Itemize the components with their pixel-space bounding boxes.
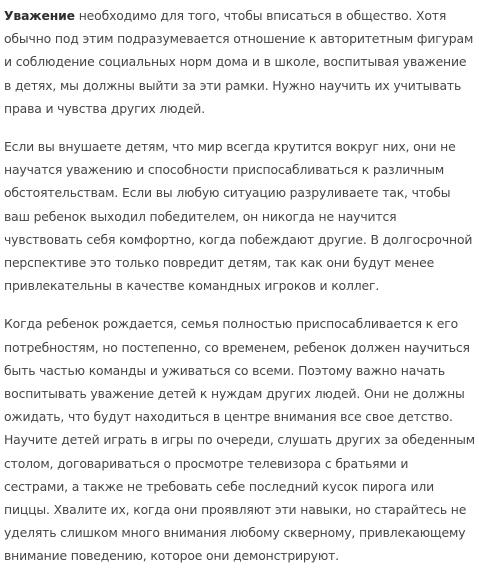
text-line: столом, договариваться о просмотре телевизора с братьями и — [4, 455, 409, 471]
text-line: воспитывать уважение детей к нуждам других людей. Они не должны — [4, 386, 465, 402]
paragraph-teamwork — [4, 312, 475, 567]
text-line: уделять слишком много внимания любому скверному, привлекающему — [4, 525, 466, 541]
lead-term: Уважение — [4, 8, 75, 23]
text-line: в детях, мы должны выйти за эти рамки. Нужно научить их учитывать — [4, 77, 462, 93]
text-line: перспективе это только повредит детям, так как они будут менее — [4, 255, 435, 271]
text-line: обычно под этим подразумевается отношение к авторитетным фигурам — [4, 31, 474, 47]
paragraph-adaptation — [4, 135, 475, 297]
text-line: быть частью команды и уживаться со всеми. Поэтому важно начать — [4, 362, 446, 378]
text-line: внимание поведению, которое они демонстрируют. — [4, 548, 339, 564]
text-line: Если вы внушаете детям, что мир всегда крутится вокруг них, они не — [4, 139, 456, 155]
text-line: сестрами, а также не требовать себе последний кусок пирога или — [4, 478, 435, 494]
line-text: необходимо для того, чтобы вписаться в общество. Хотя — [74, 8, 447, 23]
text-line: чувствовать себя комфортно, когда побеждают другие. В долгосрочной — [4, 231, 473, 247]
text-line: потребностям, но постепенно, со временем, ребенок должен научиться — [4, 339, 470, 355]
text-line: привлекательны в качестве командных игроков и коллег. — [4, 278, 380, 294]
paragraph-respect-intro — [4, 4, 475, 120]
text-line: и соблюдение социальных норм дома и в школе, воспитывая уважение — [4, 54, 467, 70]
text-line: ваш ребенок выходил победителем, он никогда не научится — [4, 208, 397, 224]
text-line: права и чувства других людей. — [4, 100, 205, 116]
text-line: Научите детей играть в игры по очереди, слушать других за обеденным — [4, 432, 475, 448]
text-line — [4, 4, 475, 27]
text-line: научатся уважению и способности приспосабливаться к различным — [4, 162, 445, 178]
text-line: Когда ребенок рождается, семья полностью приспосабливается к его — [4, 316, 459, 332]
text-line: ожидать, что будут находиться в центре внимания все свое детство. — [4, 409, 453, 425]
text-line: обстоятельствам. Если вы любую ситуацию разруливаете так, чтобы — [4, 185, 451, 201]
text-line: пиццы. Хвалите их, когда они проявляют эти навыки, но старайтесь не — [4, 502, 467, 518]
